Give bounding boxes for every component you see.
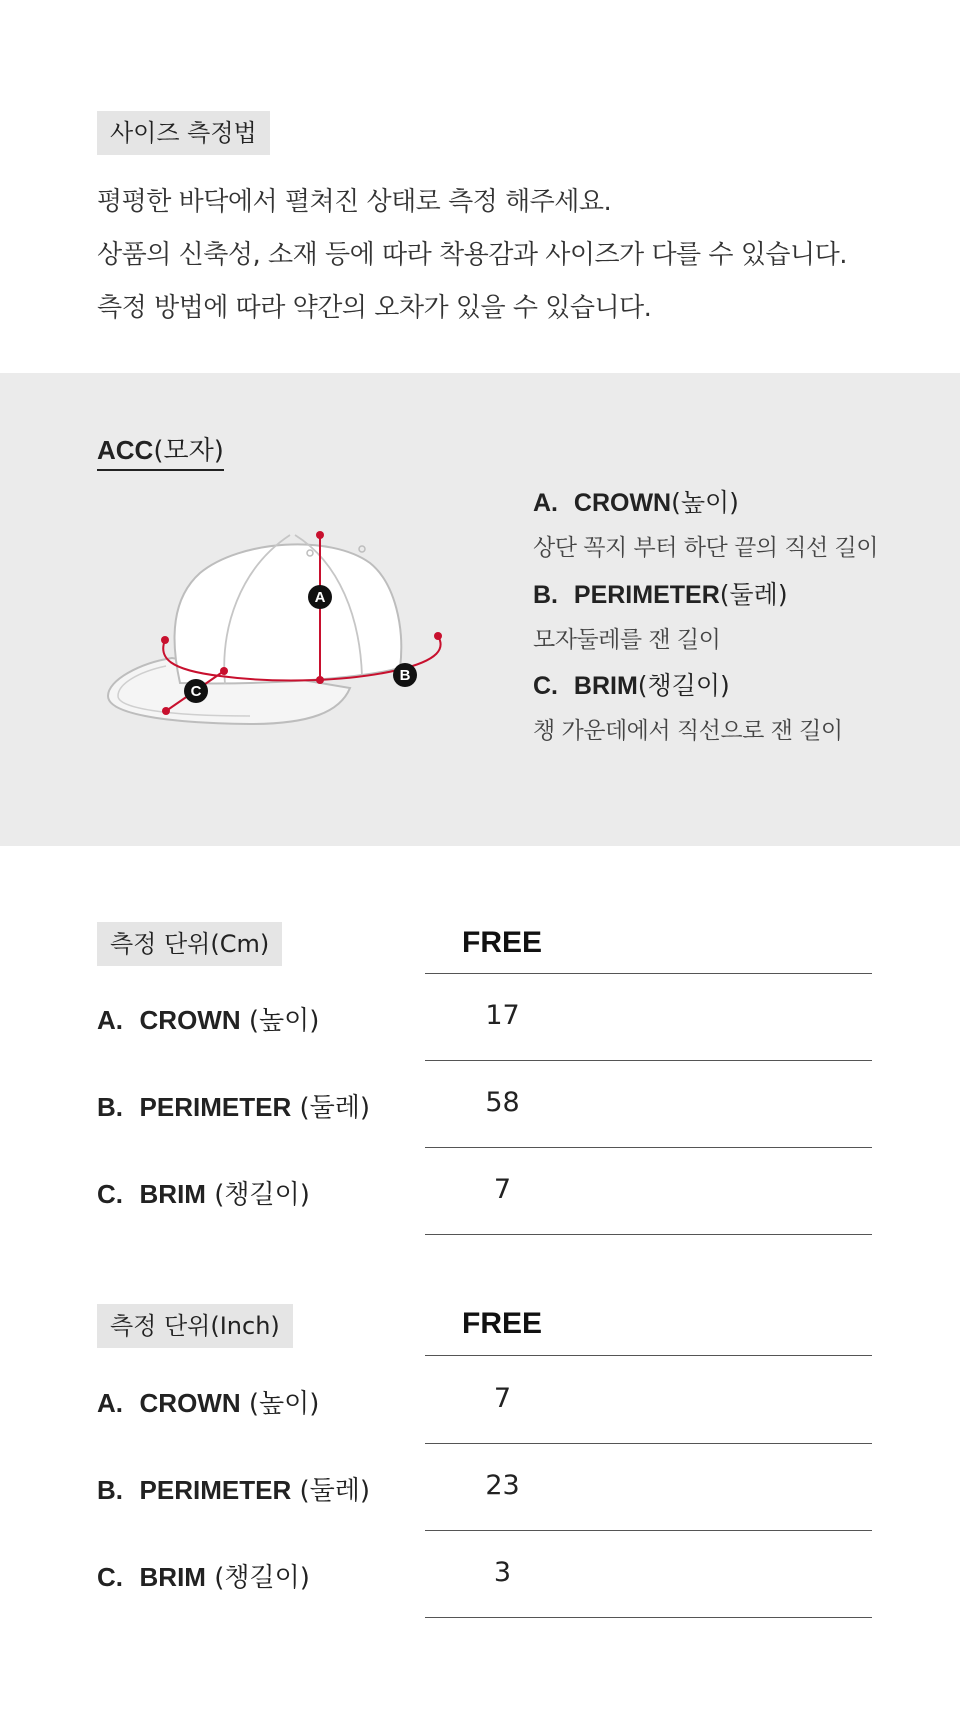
marker-b-label: B: [399, 667, 411, 684]
legend-crown: [533, 483, 878, 562]
legend-brim-desc: 챙 가운데에서 직선으로 잰 길이: [533, 718, 843, 744]
cm-row-brim-rule: [425, 1234, 872, 1235]
cm-row-perimeter-kr: (둘레): [291, 1093, 371, 1123]
inch-row-crown-label: [97, 1383, 319, 1420]
inch-row-perimeter-rule: [425, 1530, 872, 1531]
cap-illustration: [100, 518, 460, 738]
inch-row-crown-prefix: A.: [97, 1388, 123, 1418]
inch-row-crown-rule: [425, 1443, 872, 1444]
cm-row-crown-kr: (높이): [240, 1006, 320, 1036]
cm-row-crown-value: 17: [485, 1000, 520, 1031]
inch-row-crown-kr: (높이): [240, 1389, 320, 1419]
legend-brim-kr: (챙길이): [637, 671, 730, 700]
unit-tag-cm: 측정 단위(Cm): [97, 922, 282, 966]
crown-top-dot: [316, 531, 324, 539]
inch-row-brim-kr: (챙길이): [205, 1563, 310, 1593]
inch-column-header: FREE: [462, 1307, 543, 1340]
marker-a-label: A: [314, 589, 326, 606]
inch-row-brim-rule: [425, 1617, 872, 1618]
cap-crown: [175, 544, 402, 683]
inch-row-brim-label: [97, 1557, 310, 1594]
inch-row-perimeter-label: [97, 1470, 370, 1507]
guide-line-2: 상품의 신축성, 소재 등에 따라 착용감과 사이즈가 다를 수 있습니다.: [97, 240, 848, 270]
guide-line-3: 측정 방법에 따라 약간의 오차가 있을 수 있습니다.: [97, 293, 652, 323]
guide-line-1: 평평한 바닥에서 펼쳐진 상태로 측정 해주세요.: [97, 187, 612, 217]
cm-row-crown-rule: [425, 1060, 872, 1061]
cm-row-brim-kr: (챙길이): [205, 1180, 310, 1210]
inch-row-brim-value: 3: [493, 1557, 512, 1588]
cap-eyelet-right: [359, 546, 365, 552]
inch-row-brim-name: BRIM: [139, 1562, 206, 1592]
legend-crown-prefix: A.: [533, 489, 558, 517]
legend-brim: [533, 666, 843, 745]
legend-perimeter-name: PERIMETER: [573, 581, 720, 609]
acc-title: [97, 430, 224, 471]
legend-crown-name: CROWN: [573, 489, 672, 517]
cm-row-perimeter-prefix: B.: [97, 1092, 123, 1122]
cm-row-brim-value: 7: [493, 1174, 512, 1205]
cm-row-perimeter-label: [97, 1087, 370, 1124]
cm-row-perimeter-rule: [425, 1147, 872, 1148]
brim-top-dot: [220, 667, 228, 675]
legend-perimeter: [533, 575, 788, 654]
perimeter-left-dot: [161, 636, 169, 644]
legend-perimeter-prefix: B.: [533, 581, 558, 609]
legend-brim-name: BRIM: [573, 672, 638, 700]
cm-column-header: FREE: [462, 926, 543, 959]
legend-perimeter-desc: 모자둘레를 잰 길이: [533, 627, 721, 653]
legend-crown-desc: 상단 꼭지 부터 하단 끝의 직선 길이: [533, 535, 878, 561]
cm-row-perimeter-value: 58: [485, 1087, 520, 1118]
inch-row-crown-value: 7: [493, 1383, 512, 1414]
cm-row-crown-name: CROWN: [139, 1005, 241, 1035]
cm-row-crown-prefix: A.: [97, 1005, 123, 1035]
inch-row-crown-name: CROWN: [139, 1388, 241, 1418]
inch-row-brim-prefix: C.: [97, 1562, 123, 1592]
inch-row-perimeter-prefix: B.: [97, 1475, 123, 1505]
cm-row-brim-name: BRIM: [139, 1179, 206, 1209]
inch-row-perimeter-name: PERIMETER: [139, 1475, 292, 1505]
inch-header-rule: [425, 1355, 872, 1356]
crown-bottom-dot: [316, 676, 324, 684]
perimeter-right-dot: [434, 632, 442, 640]
cm-row-brim-prefix: C.: [97, 1179, 123, 1209]
marker-c-label: C: [190, 683, 202, 700]
legend-perimeter-kr: (둘레): [719, 580, 788, 609]
legend-brim-prefix: C.: [533, 672, 558, 700]
cm-row-brim-label: [97, 1174, 310, 1211]
cm-row-crown-label: [97, 1000, 319, 1037]
legend-crown-kr: (높이): [671, 488, 739, 517]
cm-header-rule: [425, 973, 872, 974]
cm-row-perimeter-name: PERIMETER: [139, 1092, 292, 1122]
size-guide-tag: 사이즈 측정법: [97, 111, 270, 155]
acc-title-suffix: (모자): [153, 436, 224, 466]
unit-tag-inch: 측정 단위(Inch): [97, 1304, 293, 1348]
inch-row-perimeter-kr: (둘레): [291, 1476, 371, 1506]
acc-title-bold: ACC: [97, 435, 154, 465]
inch-row-perimeter-value: 23: [485, 1470, 520, 1501]
brim-bottom-dot: [162, 707, 170, 715]
